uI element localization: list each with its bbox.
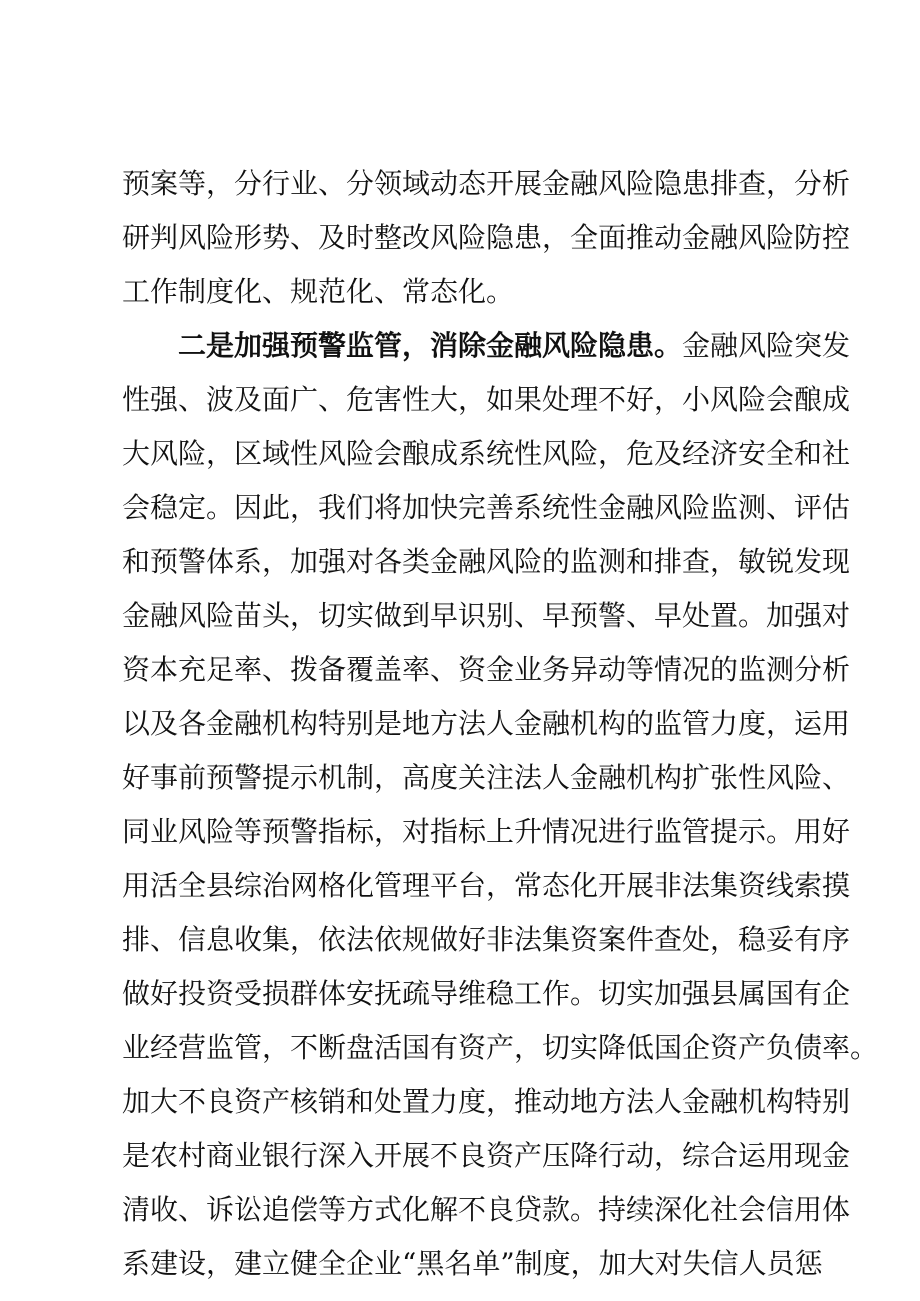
document-body — [122, 157, 879, 1291]
text-line: 会稳定。因此，我们将加快完善系统性金融风险监测、评估 — [122, 491, 851, 524]
text-line: 系建设，建立健全企业“黑名单”制度，加大对失信人员惩 — [122, 1247, 823, 1280]
text-line: 大风险，区域性风险会酿成系统性风险，危及经济安全和社 — [122, 437, 851, 470]
text-line: 研判风险形势、及时整改风险隐患，全面推动金融风险防控 — [122, 221, 851, 254]
text-line-continuation: 金融风险突发 — [682, 329, 851, 362]
text-line: 排、信息收集，依法依规做好非法集资案件查处，稳妥有序 — [122, 923, 851, 956]
text-line: 业经营监管，不断盘活国有资产，切实降低国企资产负债率。 — [122, 1031, 879, 1064]
text-line: 做好投资受损群体安抚疏导维稳工作。切实加强县属国有企 — [122, 977, 851, 1010]
text-line: 和预警体系，加强对各类金融风险的监测和排查，敏锐发现 — [122, 545, 851, 578]
section-heading: 二是加强预警监管，消除金融风险隐患。 — [178, 329, 683, 362]
paragraph-heading-line — [122, 319, 851, 373]
text-line: 金融风险苗头，切实做到早识别、早预警、早处置。加强对 — [122, 599, 851, 632]
text-line: 同业风险等预警指标，对指标上升情况进行监管提示。用好 — [122, 815, 851, 848]
text-line: 好事前预警提示机制，高度关注法人金融机构扩张性风险、 — [122, 761, 851, 794]
text-line: 加大不良资产核销和处置力度，推动地方法人金融机构特别 — [122, 1085, 851, 1118]
text-line: 清收、诉讼追偿等方式化解不良贷款。持续深化社会信用体 — [122, 1193, 851, 1226]
text-line: 以及各金融机构特别是地方法人金融机构的监管力度，运用 — [122, 707, 851, 740]
text-line: 工作制度化、规范化、常态化。 — [122, 275, 515, 308]
text-line: 性强、波及面广、危害性大，如果处理不好，小风险会酿成 — [122, 383, 851, 416]
text-line: 资本充足率、拨备覆盖率、资金业务异动等情况的监测分析 — [122, 653, 851, 686]
text-line: 预案等，分行业、分领域动态开展金融风险隐患排查，分析 — [122, 167, 851, 200]
text-line: 是农村商业银行深入开展不良资产压降行动，综合运用现金 — [122, 1139, 851, 1172]
text-line: 用活全县综治网格化管理平台，常态化开展非法集资线索摸 — [122, 869, 851, 902]
